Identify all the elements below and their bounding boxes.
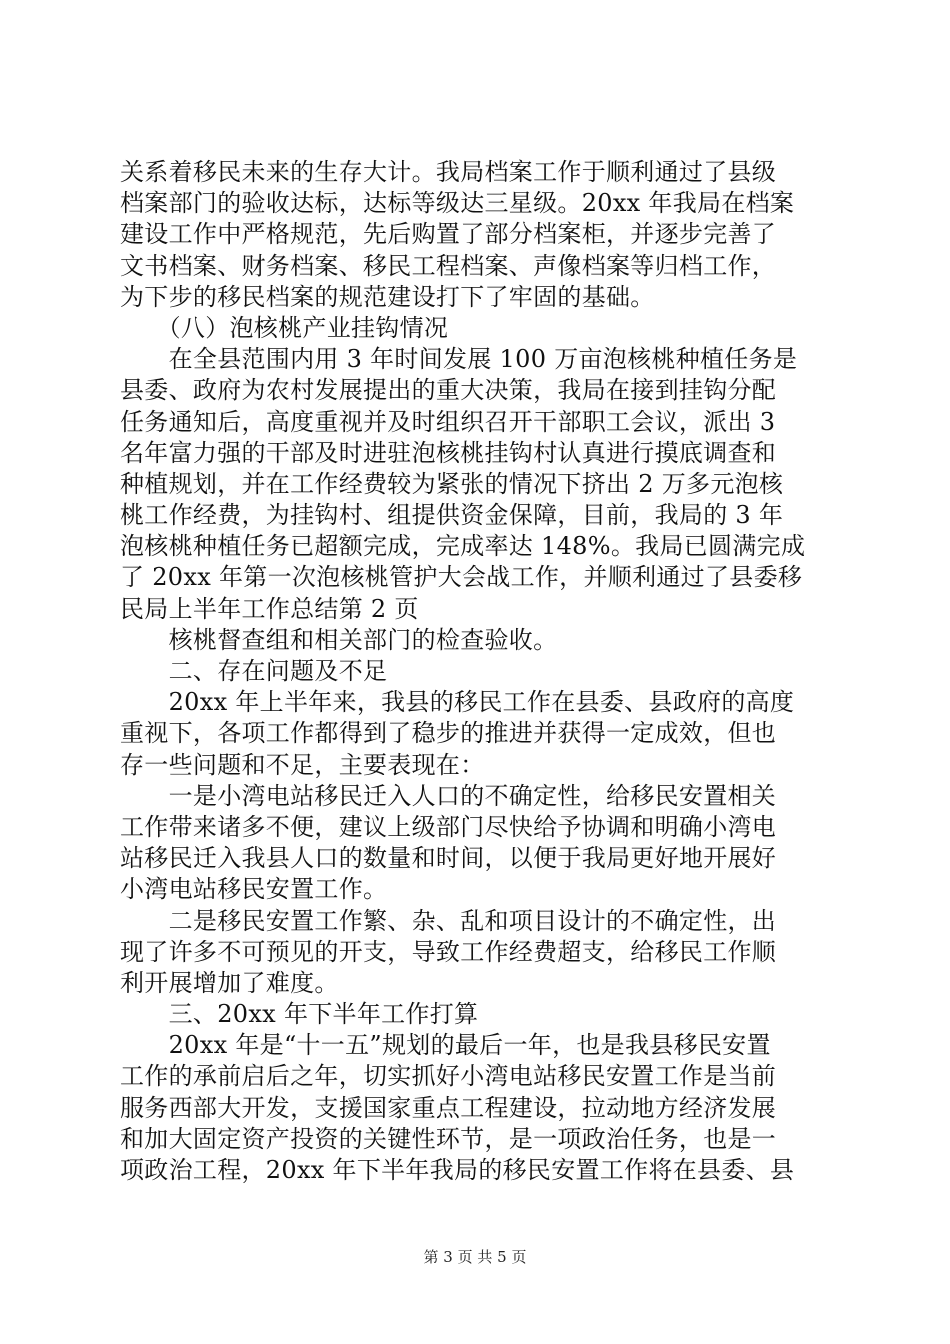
text-line: 利开展增加了难度。 xyxy=(120,968,339,997)
text-line: 项政治工程，20xx 年下半年我局的移民安置工作将在县委、县 xyxy=(120,1156,795,1184)
section-heading: 二、存在问题及不足 xyxy=(120,657,388,685)
section-heading: 三、20xx 年下半年工作打算 xyxy=(120,1000,479,1029)
text-line: 一是小湾电站移民迁入人口的不确定性，给移民安置相关 xyxy=(120,781,777,810)
text-line: 县委、政府为农村发展提出的重大决策，我局在接到挂钩分配 xyxy=(120,376,777,405)
text-line: 服务西部大开发，支援国家重点工程建设，拉动地方经济发展 xyxy=(120,1093,777,1122)
text-line: 核桃督查组和相关部门的检查验收。 xyxy=(120,625,558,654)
text-line: 泡核桃种植任务已超额完成，完成率达 148%。我局已圆满完成 xyxy=(120,532,806,561)
text-line: 民局上半年工作总结第 2 页 xyxy=(120,594,419,623)
text-line: 工作带来诸多不便，建议上级部门尽快给予协调和明确小湾电 xyxy=(120,812,777,841)
text-line: 建设工作中严格规范，先后购置了部分档案柜，并逐步完善了 xyxy=(120,220,777,249)
section-heading: （八）泡核桃产业挂钩情况 xyxy=(120,313,449,342)
text-line: 现了许多不可预见的开支，导致工作经费超支，给移民工作顺 xyxy=(120,937,777,966)
text-line: 20xx 年上半年来，我县的移民工作在县委、县政府的高度 xyxy=(120,688,795,717)
text-line: 文书档案、财务档案、移民工程档案、声像档案等归档工作， xyxy=(120,251,777,280)
text-line: 工作的承前启后之年，切实抓好小湾电站移民安置工作是当前 xyxy=(120,1062,777,1091)
text-line: 档案部门的验收达标，达标等级达三星级。20xx 年我局在档案 xyxy=(120,189,795,218)
text-line: 名年富力强的干部及时进驻泡核桃挂钩村认真进行摸底调查和 xyxy=(120,438,777,467)
text-line: 在全县范围内用 3 年时间发展 100 万亩泡核桃种植任务是 xyxy=(120,345,798,374)
text-line: 二是移民安置工作繁、杂、乱和项目设计的不确定性，出 xyxy=(120,906,777,935)
text-line: 和加大固定资产投资的关键性环节，是一项政治任务，也是一 xyxy=(120,1124,777,1153)
text-line: 种植规划，并在工作经费较为紧张的情况下挤出 2 万多元泡核 xyxy=(120,469,784,498)
page-number-footer: 第 3 页 共 5 页 xyxy=(423,1248,527,1266)
text-line: 关系着移民未来的生存大计。我局档案工作于顺利通过了县级 xyxy=(120,158,777,186)
text-line: 重视下，各项工作都得到了稳步的推进并获得一定成效，但也 xyxy=(120,719,777,748)
text-line: 桃工作经费，为挂钩村、组提供资金保障，目前，我局的 3 年 xyxy=(120,501,784,530)
text-line: 任务通知后，高度重视并及时组织召开干部职工会议，派出 3 xyxy=(120,407,776,436)
text-line: 20xx 年是“十一五”规划的最后一年，也是我县移民安置 xyxy=(120,1031,771,1060)
text-line: 了 20xx 年第一次泡核桃管护大会战工作，并顺利通过了县委移 xyxy=(120,563,803,592)
text-line: 为下步的移民档案的规范建设打下了牢固的基础。 xyxy=(120,282,655,311)
text-line: 小湾电站移民安置工作。 xyxy=(120,875,388,904)
document-body xyxy=(120,157,835,1186)
text-line: 站移民迁入我县人口的数量和时间，以便于我局更好地开展好 xyxy=(120,844,777,873)
text-line: 存一些问题和不足，主要表现在： xyxy=(120,750,485,779)
